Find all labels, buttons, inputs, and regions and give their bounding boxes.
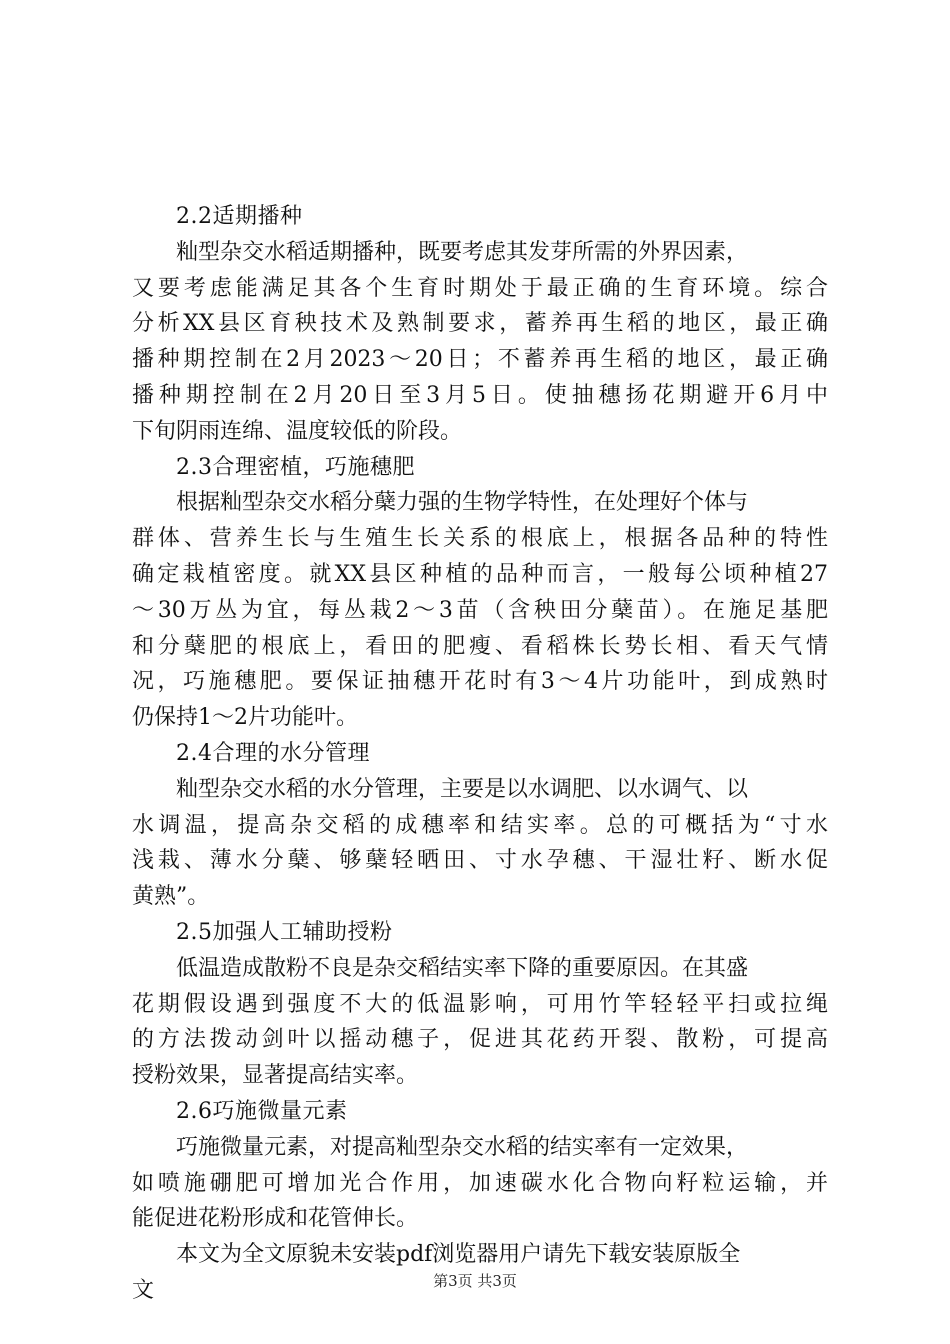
paragraph-line: 仍保持1～2片功能叶。 <box>132 705 358 731</box>
paragraph-line: ～30万丛为宜，每丛栽2～3苗（含秧田分蘖苗）。在施足基肥 <box>132 597 828 623</box>
paragraph-line: 下旬阴雨连绵、温度较低的阶段。 <box>132 418 463 444</box>
paragraph-line: 如喷施硼肥可增加光合作用，加速碳水化合物向籽粒运输，并 <box>132 1170 828 1196</box>
paragraph-line: 分析XX县区育秧技术及熟制要求，蓄养再生稻的地区，最正确 <box>132 311 828 337</box>
paragraph-line: 的方法拨动剑叶以摇动穗子，促进其花药开裂、散粉，可提高 <box>132 1027 828 1053</box>
paragraph-line: 低温造成散粉不良是杂交稻结实率下降的重要原因。在其盛 <box>176 955 749 981</box>
paragraph-line: 根据籼型杂交水稻分蘖力强的生物学特性，在处理好个体与 <box>176 490 749 516</box>
paragraph-line: 和分蘖肥的根底上，看田的肥瘦、看稻株长势长相、看天气情 <box>132 633 828 659</box>
paragraph-line: 文 <box>132 1277 155 1303</box>
section-heading-2-2: 2.2适期播种 <box>176 204 303 229</box>
paragraph-line: 播种期控制在2月20日至3月5日。使抽穗扬花期避开6月中 <box>132 382 828 408</box>
paragraph-line: 花期假设遇到强度不大的低温影响，可用竹竿轻轻平扫或拉绳 <box>132 991 828 1017</box>
paragraph-planting-density <box>132 485 828 736</box>
paragraph-trace-elements <box>132 1130 828 1237</box>
paragraph-line: 确定栽植密度。就XX县区种植的品种而言，一般每公顷种植27 <box>132 561 828 587</box>
paragraph-line: 授粉效果，显著提高结实率。 <box>132 1063 419 1089</box>
paragraph-line: 黄熟”。 <box>132 884 210 910</box>
section-heading-2-4: 2.4合理的水分管理 <box>176 740 370 766</box>
paragraph-line: 本文为全文原貌未安装pdf浏览器用户请先下载安装原版全 <box>176 1242 741 1268</box>
paragraph-pollination <box>132 951 828 1094</box>
paragraph-line: 群体、营养生长与生殖生长关系的根底上，根据各品种的特性 <box>132 526 828 552</box>
paragraph-line: 况，巧施穗肥。要保证抽穗开花时有3～4片功能叶，到成熟时 <box>132 669 828 695</box>
paragraph-line: 籼型杂交水稻的水分管理，主要是以水调肥、以水调气、以 <box>176 776 749 802</box>
paragraph-line: 能促进花粉形成和花管伸长。 <box>132 1206 419 1232</box>
paragraph-water-management <box>132 772 828 915</box>
paragraph-line: 水调温，提高杂交稻的成穗率和结实率。总的可概括为“寸水 <box>132 812 828 838</box>
page-number-footer: 第3页 共3页 <box>433 1272 517 1290</box>
paragraph-line: 巧施微量元素，对提高籼型杂交水稻的结实率有一定效果， <box>176 1134 749 1160</box>
paragraph-line: 播种期控制在2月2023～20日；不蓄养再生稻的地区，最正确 <box>132 347 828 373</box>
paragraph-sowing <box>132 235 828 450</box>
section-heading-2-6: 2.6巧施微量元素 <box>176 1098 348 1124</box>
document-body <box>132 199 828 1309</box>
paragraph-line: 又要考虑能满足其各个生育时期处于最正确的生育环境。综合 <box>132 275 828 301</box>
paragraph-line: 籼型杂交水稻适期播种，既要考虑其发芽所需的外界因素， <box>176 239 749 265</box>
section-heading-2-5: 2.5加强人工辅助授粉 <box>176 919 393 945</box>
section-heading-2-3: 2.3合理密植，巧施穗肥 <box>176 454 415 480</box>
paragraph-line: 浅栽、薄水分蘖、够蘖轻晒田、寸水孕穗、干湿壮籽、断水促 <box>132 848 828 874</box>
